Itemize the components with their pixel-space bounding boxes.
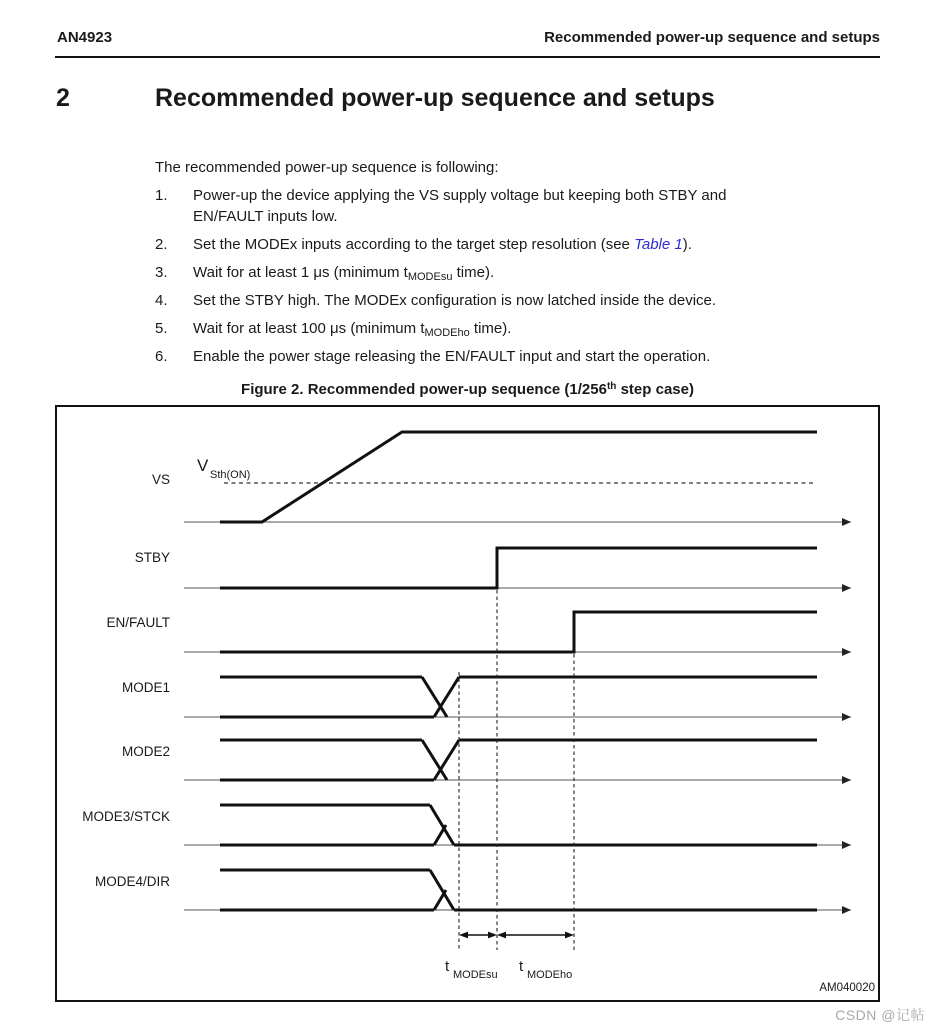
step-number: 4. xyxy=(155,292,168,309)
step-text: Set the MODEx inputs according to the target step resolution (see Table 1). xyxy=(193,236,692,253)
stby-trace xyxy=(220,548,817,588)
signal-labels xyxy=(82,472,170,889)
mode2-label: MODE2 xyxy=(121,744,170,759)
section-title: Recommended power-up sequence and setups xyxy=(155,84,715,112)
step-number: 6. xyxy=(155,348,168,365)
step-number: 3. xyxy=(155,264,168,281)
t-modesu-subscript: MODEsu xyxy=(407,271,453,283)
tmodesu-label-subscript: MODEsu xyxy=(453,969,498,981)
header-rule xyxy=(55,56,880,58)
step-number: 5. xyxy=(155,320,168,337)
step-6 xyxy=(155,346,855,367)
csdn-watermark: CSDN @记帖 xyxy=(835,1007,925,1023)
step-number: 2. xyxy=(155,236,168,253)
caption-superscript: th xyxy=(606,381,617,392)
t-modeho-subscript: MODEho xyxy=(424,327,470,339)
step-text: Wait for at least 100 μs (minimum $t_{MODEho}$ time). xyxy=(193,320,512,339)
mode1-label: MODE1 xyxy=(121,680,170,695)
step-text: Set the STBY high. The MODEx configuration is now latched inside the device. xyxy=(193,292,717,309)
doc-id: AN4923 xyxy=(57,29,113,46)
step-2 xyxy=(155,234,855,255)
vs-trace xyxy=(220,432,817,522)
tmodeho-label-subscript: MODEho xyxy=(527,969,573,981)
vs-threshold-subscript: Sth(ON) xyxy=(210,469,251,481)
step-3 xyxy=(155,262,855,283)
intro-paragraph: The recommended power-up sequence is following: xyxy=(155,159,499,176)
step-1 xyxy=(155,185,855,227)
step-number: 1. xyxy=(155,187,168,204)
step-4 xyxy=(155,290,855,311)
header-title: Recommended power-up sequence and setups xyxy=(544,29,880,46)
tmodesu-arrow xyxy=(459,932,497,939)
mode2-trace xyxy=(220,740,817,780)
tmodeho-label: t xyxy=(519,958,524,975)
tmodesu-label: t xyxy=(445,958,450,975)
mode4-label: MODE4/DIR xyxy=(94,874,170,889)
table-1-link[interactable]: Table 1 xyxy=(634,236,683,253)
stby-label: STBY xyxy=(134,550,170,565)
timing-diagram-figure xyxy=(55,405,880,1002)
mode4-trace xyxy=(220,870,817,910)
body-text xyxy=(155,157,855,374)
step-text: Enable the power stage releasing the EN/FAULT input and start the operation. xyxy=(193,348,711,365)
vs-label: VS xyxy=(151,472,170,487)
step-5 xyxy=(155,318,855,339)
power-up-steps xyxy=(155,185,855,367)
section-number: 2 xyxy=(56,84,70,112)
mode3-trace xyxy=(220,805,817,845)
enfault-label: EN/FAULT xyxy=(106,615,170,630)
vs-threshold-label: V xyxy=(197,456,209,475)
timing-reference-lines xyxy=(459,590,574,950)
enfault-trace xyxy=(220,612,817,652)
figure-caption: Figure 2. Recommended power-up sequence (1/256th step case) xyxy=(241,381,694,398)
step-text: Power-up the device applying the VS supply voltage but keeping both STBY and EN/FAULT inputs low. xyxy=(193,187,727,225)
mode1-trace xyxy=(220,677,817,717)
step-text: Wait for at least 1 μs (minimum $t_{MODEsu}$ time). xyxy=(193,264,495,283)
tmodeho-arrow xyxy=(497,932,574,939)
signal-traces xyxy=(220,432,817,910)
mode3-label: MODE3/STCK xyxy=(82,809,170,824)
figure-code: AM040020 xyxy=(819,982,875,994)
timing-diagram-svg xyxy=(57,407,878,1000)
